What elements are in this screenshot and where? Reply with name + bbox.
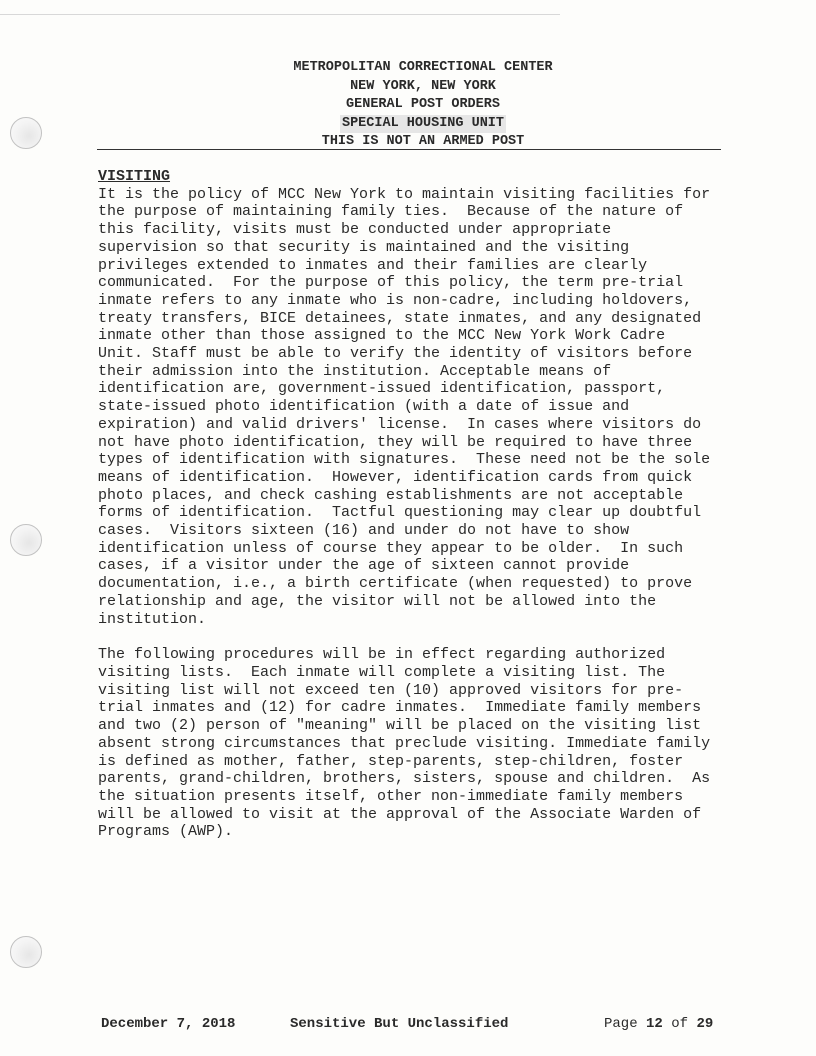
paragraph-visiting-lists bbox=[98, 646, 758, 841]
text-line: not have photo identification, they will be required to have three bbox=[98, 433, 693, 451]
text-line: the situation presents itself, other non-immediate family members bbox=[98, 787, 684, 805]
paragraph-visiting-policy bbox=[98, 186, 758, 629]
page-footer bbox=[0, 1016, 816, 1036]
text-line: identification unless of course they appear to be older. In such bbox=[98, 539, 684, 557]
text-line: the purpose of maintaining family ties. Because of the nature of bbox=[98, 203, 684, 221]
document-body bbox=[98, 168, 758, 841]
scan-top-edge-line bbox=[0, 14, 560, 15]
footer-page-total: 29 bbox=[696, 1016, 714, 1032]
text-line: It is the policy of MCC New York to maintain visiting facilities for bbox=[98, 185, 711, 203]
footer-page-current: 12 bbox=[646, 1016, 663, 1032]
text-line: institution. bbox=[98, 610, 207, 628]
text-line: supervision so that security is maintained and the visiting bbox=[98, 238, 630, 256]
text-line: this facility, visits must be conducted under appropriate bbox=[98, 221, 612, 239]
text-line: inmate other than those assigned to the MCC New York Work Cadre bbox=[98, 327, 666, 345]
text-line: parents, grand-children, brothers, sisters, spouse and children. As bbox=[98, 770, 711, 788]
text-line: documentation, i.e., a birth certificate (when requested) to prove bbox=[98, 575, 693, 593]
text-line: cases, if a visitor under the age of sixteen cannot provide bbox=[98, 557, 630, 575]
text-line: state-issued photo identification (with a date of issue and bbox=[98, 398, 630, 416]
text-line: photo places, and check cashing establishments are not acceptable bbox=[98, 486, 684, 504]
text-line: treaty transfers, BICE detainees, state inmates, and any designated bbox=[98, 309, 702, 327]
section-heading: VISITING bbox=[98, 168, 171, 185]
text-line: visiting list will not exceed ten (10) approved visitors for pre- bbox=[98, 681, 684, 699]
footer-page-number bbox=[604, 1016, 713, 1032]
header-line-unit: SPECIAL HOUSING UNIT bbox=[340, 115, 506, 134]
text-line: types of identification with signatures. These need not be the sole bbox=[98, 451, 711, 469]
text-line: The following procedures will be in effect regarding authorized bbox=[98, 646, 666, 664]
text-line: visiting lists. Each inmate will complete a visiting list. The bbox=[98, 663, 666, 681]
header-line-armed-status: THIS IS NOT AN ARMED POST bbox=[321, 134, 525, 150]
text-line: Unit. Staff must be able to verify the identity of visitors before bbox=[98, 345, 693, 363]
text-line: their admission into the institution. Acceptable means of bbox=[98, 362, 612, 380]
binder-hole-top bbox=[10, 117, 42, 149]
text-line: is defined as mother, father, step-parents, step-children, foster bbox=[98, 752, 684, 770]
header-line-location: NEW YORK, NEW YORK bbox=[350, 78, 496, 94]
text-line: trial inmates and (12) for cadre inmates. Immediate family members bbox=[98, 699, 702, 717]
text-line: and two (2) person of "meaning" will be placed on the visiting list bbox=[98, 717, 702, 735]
text-line: inmate refers to any inmate who is non-cadre, including holdovers, bbox=[98, 291, 693, 309]
text-line: relationship and age, the visitor will not be allowed into the bbox=[98, 592, 657, 610]
footer-classification: Sensitive But Unclassified bbox=[290, 1016, 509, 1032]
text-line: means of identification. However, identification cards from quick bbox=[98, 468, 693, 486]
text-line: absent strong circumstances that preclude visiting. Immediate family bbox=[98, 734, 711, 752]
binder-hole-bottom bbox=[10, 936, 42, 968]
footer-date: December 7, 2018 bbox=[101, 1016, 236, 1032]
footer-page-sep: of bbox=[662, 1016, 697, 1032]
text-line: will be allowed to visit at the approval of the Associate Warden of bbox=[98, 805, 702, 823]
binder-hole-middle bbox=[10, 524, 42, 556]
header-line-post-orders: GENERAL POST ORDERS bbox=[346, 97, 500, 113]
text-line: Programs (AWP). bbox=[98, 823, 234, 841]
text-line: privileges extended to inmates and their families are clearly bbox=[98, 256, 648, 274]
document-header bbox=[100, 59, 746, 152]
text-line: communicated. For the purpose of this policy, the term pre-trial bbox=[98, 274, 684, 292]
text-line: cases. Visitors sixteen (16) and under do not have to show bbox=[98, 522, 630, 540]
text-line: identification are, government-issued identification, passport, bbox=[98, 380, 666, 398]
text-line: expiration) and valid drivers' license. In cases where visitors do bbox=[98, 415, 702, 433]
text-line: forms of identification. Tactful questioning may clear up doubtful bbox=[98, 504, 702, 522]
footer-page-prefix: Page bbox=[604, 1016, 647, 1032]
header-divider bbox=[97, 149, 721, 150]
header-line-institution: METROPOLITAN CORRECTIONAL CENTER bbox=[293, 60, 553, 75]
